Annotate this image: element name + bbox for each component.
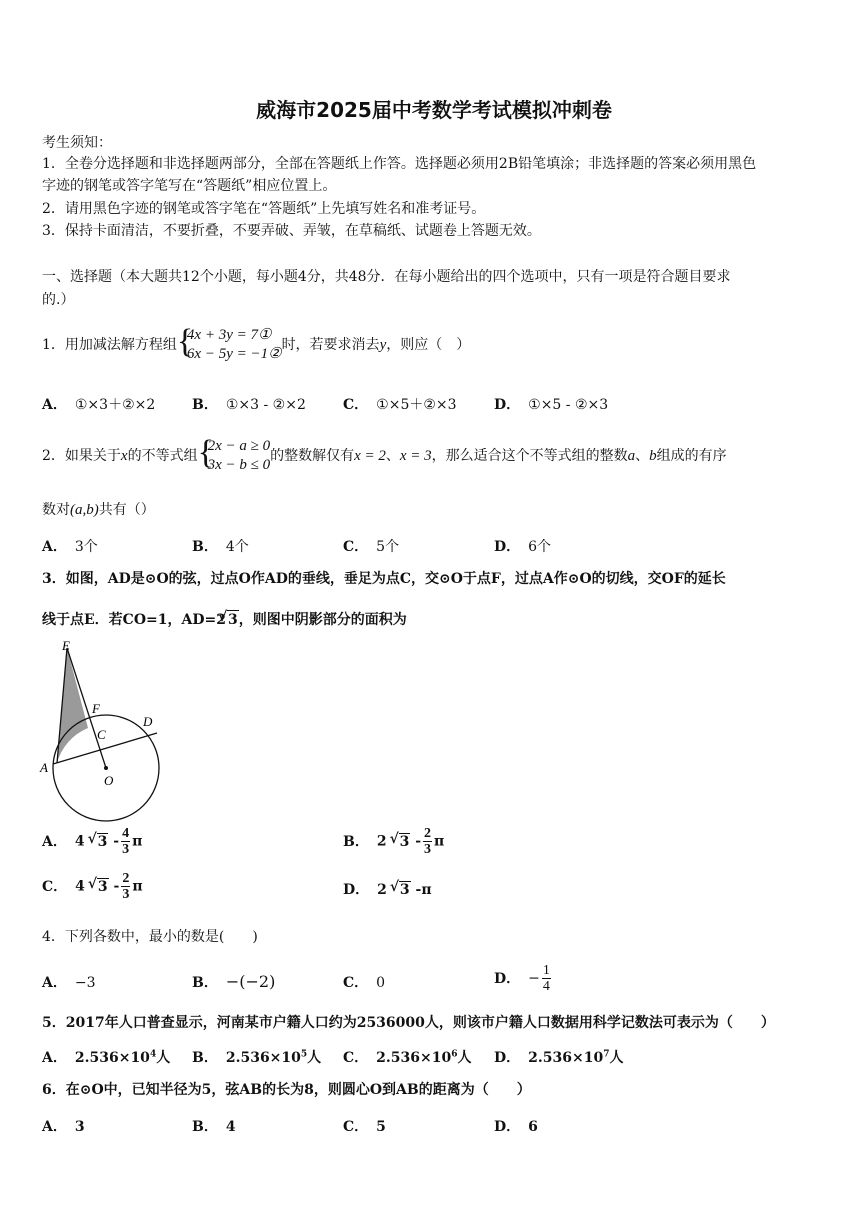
q3-option-b[interactable]: B． 2√ 3 - $\frac{2}{3}$ π	[343, 826, 444, 857]
q2-eq1: 2x − a ≥ 0	[207, 438, 271, 454]
q2-b: b	[649, 448, 657, 464]
question-2-stem	[42, 434, 727, 475]
q6-option-d[interactable]: D． 6	[494, 1119, 538, 1135]
question-4-stem: 4．下列各数中，最小的数是( )	[42, 929, 258, 945]
q1-option-b[interactable]: B． ①×3 - ②×2	[192, 397, 306, 413]
q3-option-a[interactable]: A． 4√ 3 - $\frac{4}{3}$ π	[42, 826, 142, 857]
q2-option-a[interactable]: A． 3个	[42, 539, 98, 555]
notice-item-2: 2．请用黑色字迹的钢笔或答字笔在“答题纸”上先填写姓名和准考证号。	[42, 201, 486, 217]
q2-a: a	[627, 448, 636, 464]
q1-eq1: 4x + 3y = 7①	[186, 327, 272, 343]
q6-option-a[interactable]: A． 3	[42, 1119, 85, 1135]
q5-option-a[interactable]: A． $2.536\times 10^4$人	[42, 1049, 171, 1066]
q1-option-a[interactable]: A． ①×3＋②×2	[42, 397, 156, 413]
q1-suffix: 时，若要求消去	[281, 337, 380, 353]
q2-inequality-system: { 2x − a ≥ 0 3x − b ≤ 0	[197, 434, 271, 473]
svg-text:D: D	[143, 714, 153, 729]
q1-equation-system: { 4x + 3y = 7① 6x − 5y = −1②	[176, 323, 282, 362]
q1-eq2: 6x − 5y = −1②	[186, 346, 282, 362]
q4-option-d[interactable]: D． − $\frac{1}{4}$	[494, 963, 550, 994]
q4-option-a[interactable]: A． −3	[42, 975, 96, 991]
q1-option-c[interactable]: C． ①×5＋②×3	[343, 397, 457, 413]
q2-mid: 的不等式组	[127, 448, 198, 464]
q4-option-c[interactable]: C． 0	[343, 975, 386, 991]
q5-option-d[interactable]: D． $2.536\times 10^7$人	[494, 1049, 624, 1066]
question-6-stem: 6．在⊙O中，已知半径为5，弦AB的长为8，则圆心O到AB的距离为（ ）	[42, 1082, 531, 1098]
section-heading-line-2: 的.）	[42, 292, 75, 308]
q2-pair: (a,b)	[70, 502, 99, 518]
q2-eq2: 3x − b ≤ 0	[207, 457, 271, 473]
q2-suffix3: 组成的有序	[656, 448, 727, 464]
q2-var: x	[120, 448, 128, 464]
q2-sep: 、	[385, 448, 400, 464]
q2-and: 、	[635, 448, 650, 464]
q2-suffix2: ，那么适合这个不等式组的整数	[431, 448, 628, 464]
question-1-stem	[42, 323, 471, 364]
question-5-stem: 5．2017年人口普查显示，河南某市户籍人口约为2536000人，则该市户籍人口数据用科学记数法可表示为（ ）	[42, 1015, 775, 1031]
notice-heading: 考生须知：	[42, 135, 112, 151]
svg-text:A: A	[40, 760, 48, 775]
q6-option-c[interactable]: C． 5	[343, 1119, 386, 1135]
page-title: 威海市2025届中考数学考试模拟冲刺卷	[256, 98, 612, 122]
q6-option-b[interactable]: B． 4	[192, 1119, 236, 1135]
q2-option-c[interactable]: C． 5个	[343, 539, 400, 555]
svg-text:O: O	[104, 773, 114, 788]
q1-var: y	[379, 337, 387, 353]
q2-sol2: x = 3	[399, 448, 432, 464]
notice-item-3: 3．保持卡面清洁，不要折叠，不要弄破、弄皱，在草稿纸、试题卷上答题无效。	[42, 223, 541, 239]
svg-text:E: E	[62, 638, 70, 653]
notice-item-1-line-1: 1．全卷分选择题和非选择题两部分，全部在答题纸上作答。选择题必须用2B铅笔填涂；非选择题的答案必须用黑色	[42, 156, 757, 172]
q3-option-d[interactable]: D． 2√ 3 -π	[343, 879, 432, 899]
q1-prefix: 1．用加减法解方程组	[42, 337, 177, 353]
notice-item-1-line-2: 字迹的钢笔或答字笔写在“答题纸”相应位置上。	[42, 178, 337, 194]
center-point	[104, 766, 108, 770]
q3-sqrt: √ 3	[227, 610, 239, 629]
q2-option-d[interactable]: D． 6个	[494, 539, 552, 555]
q1-suffix2: ，则应（ ）	[386, 337, 471, 353]
svg-text:C: C	[97, 727, 106, 742]
svg-text:F: F	[92, 701, 100, 716]
question-3-stem-line-2: 线于点E．若CO=1，AD=2√ 3，则图中阴影部分的面积为	[42, 610, 407, 629]
q2-option-b[interactable]: B． 4个	[192, 539, 249, 555]
q5-option-b[interactable]: B． $2.536\times 10^5$人	[192, 1049, 322, 1066]
q4-option-b[interactable]: B． −(−2)	[192, 972, 276, 991]
question-3-stem-line-1: 3．如图，AD是⊙O的弦，过点O作AD的垂线，垂足为点C，交⊙O于点F，过点A作⊙O的切线，交OF的延长	[42, 571, 726, 587]
q5-option-c[interactable]: C． $2.536\times 10^6$人	[343, 1049, 472, 1066]
q3-option-c[interactable]: C． 4√ 3 - $\frac{2}{3}$ π	[42, 871, 143, 902]
q2-suffix: 的整数解仅有	[270, 448, 355, 464]
q2-sol1: x = 2	[354, 448, 386, 464]
q1-option-d[interactable]: D． ①×5 - ②×3	[494, 397, 609, 413]
question-2-stem-line-2: 数对(a,b)共有（）	[42, 502, 155, 518]
q2-prefix: 2．如果关于	[42, 448, 121, 464]
section-heading-line-1: 一、选择题（本大题共12个小题，每小题4分，共48分．在每小题给出的四个选项中，只有一项是符合题目要求	[42, 269, 731, 285]
circle-figure	[36, 638, 166, 823]
